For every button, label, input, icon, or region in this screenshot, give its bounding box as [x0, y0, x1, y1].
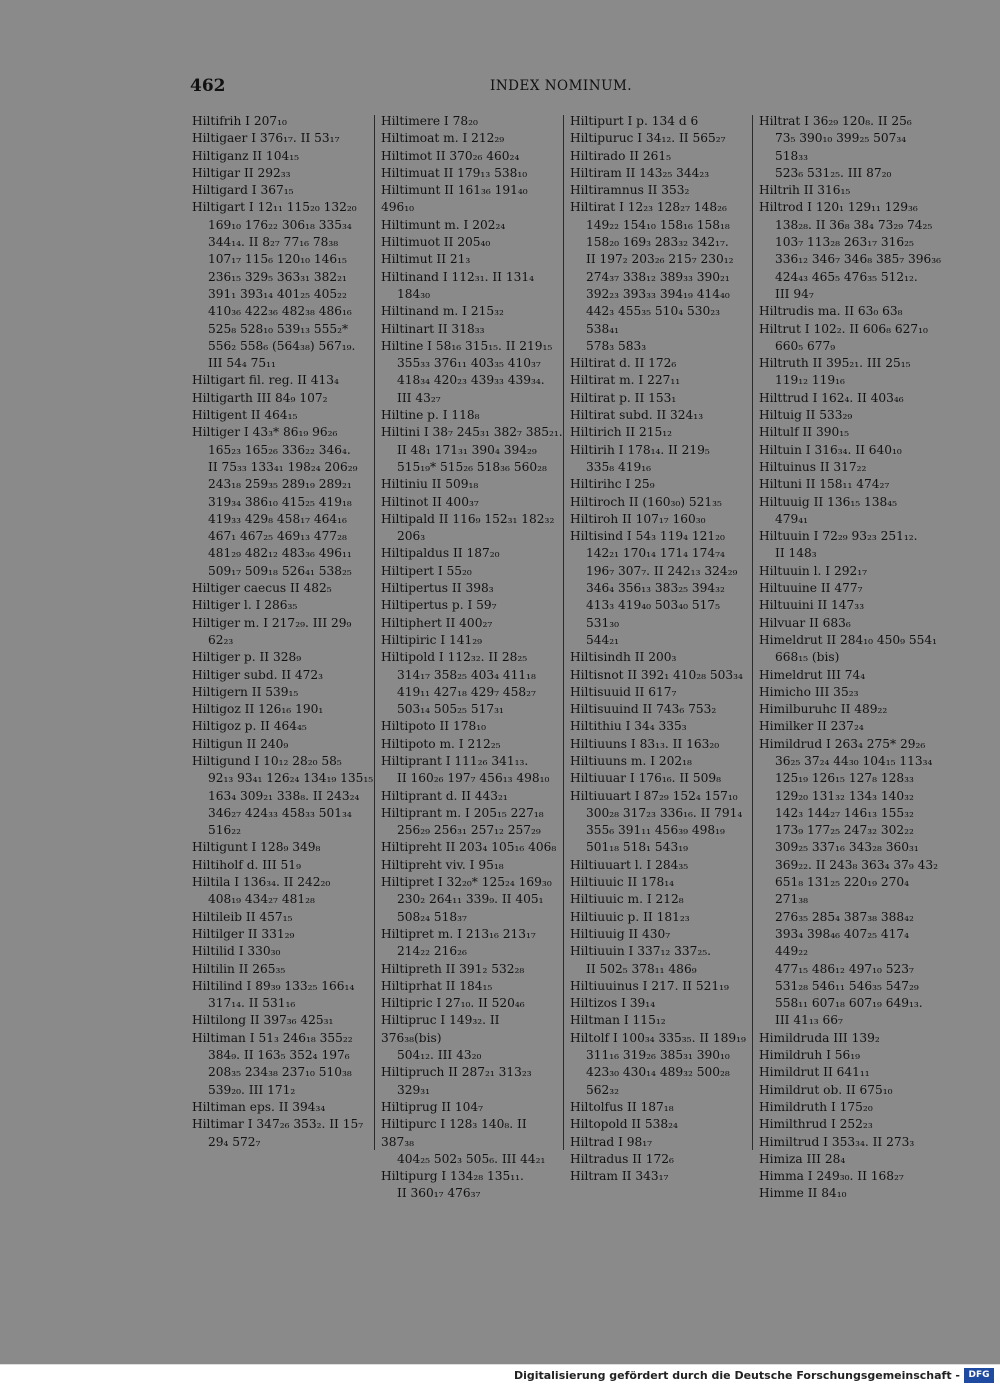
index-line: 424₄₃ 465₅ 476₃₅ 512₁₂.: [775, 269, 918, 284]
index-line: 413₃ 419₄₀ 503₄₀ 517₅ 531₃₀: [586, 598, 720, 630]
index-line: 344₁₄. II 8₂₇ 77₁₆ 78₃₈: [208, 235, 339, 250]
index-line: 319₃₄ 386₁₀ 415₂₅ 419₁₈: [208, 494, 352, 509]
index-line: 165₂₃ 165₂₆ 336₂₂ 346₄.: [208, 442, 351, 457]
index-line: Hiltigar II 292₃₃: [192, 165, 291, 180]
index-line: Hiltileib II 457₁₅: [192, 909, 293, 924]
index-line: Hiltiman I 51₃ 246₁₈ 355₂₂: [192, 1030, 353, 1045]
index-line: 346₄ 356₁₃ 383₂₅ 394₃₂: [586, 581, 725, 596]
index-line: Hiltinand m. I 215₃₂: [381, 304, 504, 319]
index-line: Hiltirat I 12₂₃ 128₂₇ 148₂₆: [570, 200, 727, 215]
index-line: II 48₁ 171₃₁ 390₄ 394₂₉: [397, 442, 537, 457]
index-line: Hiltila I 136₃₄. II 242₂₀: [192, 875, 331, 890]
index-line: 404₂₅ 502₃ 505₆. III 44₂₁: [397, 1151, 546, 1166]
index-line: 169₁₀ 176₂₂ 306₁₈ 335₃₄: [208, 217, 352, 232]
column-divider: [374, 115, 375, 1150]
index-line: 442₃ 455₃₅ 510₄ 530₂₃ 538₄₁: [586, 304, 720, 336]
index-line: Hiltisind I 54₃ 119₄ 121₂₀: [570, 529, 725, 544]
index-line: Hiltiger p. II 328₉: [192, 650, 302, 665]
index-line: Hiltiuuns I 83₁₃. II 163₂₀: [570, 736, 720, 751]
index-line: Hiltigern II 539₁₅: [192, 684, 299, 699]
index-line: Hiltigart I 12₁₁ 115₂₀ 132₂₀: [192, 200, 357, 215]
index-line: 103₇ 113₂₈ 263₁₇ 316₂₅: [775, 235, 914, 250]
index-line: 142₃ 144₂₇ 146₁₃ 155₃₂: [775, 805, 914, 820]
index-line: Himeldrut III 74₄: [759, 667, 866, 682]
index-line: 418₃₄ 420₂₃ 439₃₃ 439₃₄.: [397, 373, 545, 388]
index-column-4: [759, 113, 941, 1203]
index-line: Himildrut II 641₁₁: [759, 1065, 870, 1080]
index-line: 515₁₉* 515₂₆ 518₃₆ 560₂₈: [397, 459, 547, 474]
index-line: 531₂₈ 546₁₁ 546₃₅ 547₂₉: [775, 978, 919, 993]
index-line: Hiltiniu II 509₁₈: [381, 477, 479, 492]
index-line: Hiltilind I 89₃₉ 133₂₅ 166₁₄: [192, 978, 355, 993]
index-line: Hiltimunt m. I 202₂₄: [381, 217, 506, 232]
index-line: Hiltiuuns m. I 202₁₈: [570, 753, 692, 768]
index-line: Hiltiuuic p. II 181₂₃: [570, 909, 690, 924]
index-line: 525₈ 528₁₀ 539₁₃ 555₂*: [208, 321, 349, 336]
index-line: 562₃₂: [586, 1082, 620, 1097]
index-line: Hiltine p. I 118₈: [381, 408, 480, 423]
index-line: Hiltigent II 464₁₅: [192, 408, 298, 423]
index-line: Hilttrud I 162₄. II 403₄₆: [759, 390, 904, 405]
index-line: Hiltirat subd. II 324₁₃: [570, 408, 704, 423]
index-line: Hiltimunt II 161₃₆ 191₄₀ 496₁₀: [381, 183, 528, 215]
index-line: 317₁₄. II 531₁₆: [208, 996, 296, 1011]
index-line: 29₄ 572₇: [208, 1134, 261, 1149]
index-line: 138₂₈. II 36₈ 38₄ 73₂₉ 74₂₅: [775, 217, 933, 232]
index-line: 408₁₉ 434₂₇ 481₂₈: [208, 892, 315, 907]
index-line: 107₁₇ 115₆ 120₁₀ 146₁₅: [208, 252, 347, 267]
index-line: Hiltopold II 538₂₄: [570, 1117, 678, 1132]
index-line: Hiltipreht viv. I 95₁₈: [381, 857, 504, 872]
index-line: Hiltigarth III 84₉ 107₂: [192, 390, 328, 405]
index-line: Hiltiuuig II 430₇: [570, 926, 671, 941]
index-line: Hiltipurg I 134₂₈ 135₁₁.: [381, 1169, 524, 1184]
index-line: Hiltuuine II 477₇: [759, 581, 863, 596]
index-line: Hiltipreht II 203₄ 105₁₆ 406₈: [381, 840, 557, 855]
index-column-3: [570, 113, 752, 1185]
index-line: 329₃₁: [397, 1082, 431, 1097]
index-line: Hiltolf I 100₃₄ 335₃₅. II 189₁₉: [570, 1030, 746, 1045]
index-column-2: [381, 113, 563, 1203]
index-line: 355₃₃ 376₁₁ 403₃₅ 410₃₇: [397, 356, 541, 371]
running-title: INDEX NOMINUM.: [490, 78, 633, 94]
page-number: 462: [190, 76, 226, 96]
index-line: Hiltimoat m. I 212₂₉: [381, 131, 505, 146]
index-line: 142₂₁ 170₁₄ 171₄ 174₇₄: [586, 546, 725, 561]
index-line: Hiltiuuic II 178₁₄: [570, 875, 675, 890]
index-line: Hiltirat m. I 227₁₁: [570, 373, 681, 388]
index-line: III 43₂₇: [397, 390, 441, 405]
index-line: Hiltipret I 32₂₀* 125₂₄ 169₃₀: [381, 875, 552, 890]
page-header: [190, 76, 750, 102]
index-line: 309₂₅ 337₁₆ 343₂₈ 360₃₁: [775, 840, 919, 855]
index-line: Hiltuuin l. I 292₁₇: [759, 563, 868, 578]
index-line: Hiltinot II 400₃₇: [381, 494, 479, 509]
index-line: Hiltipaldus II 187₂₀: [381, 546, 500, 561]
index-line: Hiltipurt I p. 134 d 6: [570, 114, 699, 128]
index-line: Himilker II 237₂₄: [759, 719, 864, 734]
index-line: Himiltrud I 353₃₄. II 273₃: [759, 1134, 915, 1149]
index-line: 92₁₃ 93₄₁ 126₂₄ 134₁₉ 135₁₅: [208, 771, 374, 786]
index-line: Hiltiram II 143₂₅ 344₂₃: [570, 165, 710, 180]
index-line: 503₁₄ 505₂₅ 517₃₁: [397, 702, 504, 717]
index-line: Hiltipuruc I 34₁₂. II 565₂₇: [570, 131, 726, 146]
index-line: Hiltigund I 10₁₂ 28₂₀ 58₅: [192, 753, 342, 768]
index-line: Hiltine I 58₁₆ 315₁₅. II 219₁₅: [381, 338, 553, 353]
index-line: Hiltrudis ma. II 63₀ 63₈: [759, 304, 903, 319]
index-line: 119₁₂ 119₁₆: [775, 373, 845, 388]
index-line: 523₆ 531₂₅. III 87₂₀: [775, 165, 892, 180]
index-line: 158₂₀ 169₃ 283₃₂ 342₁₇.: [586, 235, 729, 250]
index-line: 423₃₀ 430₁₄ 489₃₂ 500₂₈: [586, 1065, 730, 1080]
index-line: Hiltilong II 397₃₆ 425₃₁: [192, 1013, 334, 1028]
index-line: 163₄ 309₂₁ 338₈. II 243₂₄: [208, 788, 360, 803]
index-line: Hiltimot II 370₂₆ 460₂₄: [381, 148, 520, 163]
index-line: Hilvuar II 683₆: [759, 615, 851, 630]
index-line: Hiltimut II 21₃: [381, 252, 471, 267]
index-line: Hiltrod I 120₁ 129₁₁ 129₃₆: [759, 200, 918, 215]
index-line: 392₂₃ 393₃₃ 394₁₉ 414₄₀: [586, 286, 730, 301]
index-line: 419₃₃ 429₈ 458₁₇ 464₁₆: [208, 511, 347, 526]
index-line: 556₂ 558₆ (564₃₈) 567₁₉.: [208, 338, 356, 353]
index-line: Hiltiger subd. II 472₃: [192, 667, 324, 682]
index-line: Hiltiuuart l. I 284₃₅: [570, 857, 689, 872]
index-line: Hiltilid I 330₃₀: [192, 944, 281, 959]
index-line: III 41₁₃ 66₇: [775, 1013, 843, 1028]
index-line: Hiltigart fil. reg. II 413₄: [192, 373, 339, 388]
index-line: 336₁₂ 346₇ 346₈ 385₇ 396₃₆: [775, 252, 942, 267]
index-line: 355₆ 391₁₁ 456₃₉ 498₁₉: [586, 823, 725, 838]
index-line: Hiltisindh II 200₃: [570, 650, 677, 665]
index-line: III 94₇: [775, 286, 814, 301]
index-line: 393₄ 398₄₆ 407₂₅ 417₄ 449₂₂: [775, 926, 909, 959]
index-line: Hiltrat I 36₂₉ 120₈. II 25₆: [759, 114, 912, 128]
index-line: Himildrut ob. II 675₁₀: [759, 1082, 893, 1097]
index-line: Himeldrut II 284₁₀ 450₉ 554₁: [759, 632, 938, 647]
index-line: Hiltirich II 215₁₂: [570, 425, 673, 440]
index-line: Hiltirihc I 25₉: [570, 477, 655, 492]
index-line: 208₃₅ 234₃₈ 237₁₀ 510₃₈: [208, 1065, 352, 1080]
index-line: Hiltigunt I 128₉ 349₈: [192, 840, 321, 855]
index-line: Hiltrut I 102₂. II 606₈ 627₁₀: [759, 321, 928, 336]
index-line: 214₂₂ 216₂₆: [397, 944, 467, 959]
index-line: 256₂₉ 256₃₁ 257₁₂ 257₂₉: [397, 823, 541, 838]
index-line: 660₅ 677₉: [775, 338, 836, 353]
column-divider: [752, 115, 753, 1150]
index-line: 206₃: [397, 529, 426, 544]
index-line: Hiltigard I 367₁₅: [192, 183, 294, 198]
index-line: 173₉ 177₂₅ 247₃₂ 302₂₂: [775, 823, 914, 838]
index-line: II 502₅ 378₁₁ 486₉: [586, 961, 697, 976]
index-line: Hiltiroch II (160₃₀) 521₃₅: [570, 494, 722, 509]
index-line: Hiltipertus II 398₃: [381, 581, 494, 596]
index-line: Hiltipreth II 391₂ 532₂₈: [381, 961, 525, 976]
index-line: II 75₃₃ 133₄₁ 198₂₄ 206₂₉: [208, 459, 358, 474]
index-line: Hiltram II 343₁₇: [570, 1169, 669, 1184]
index-line: 481₂₉ 482₁₂ 483₃₆ 496₁₁: [208, 546, 352, 561]
index-line: Hiltrih II 316₁₅: [759, 183, 851, 198]
index-line: Hiltiholf d. III 51₉: [192, 857, 301, 872]
index-line: Hiltiuuic m. I 212₈: [570, 892, 684, 907]
index-line: 544₂₁: [586, 632, 620, 647]
index-line: III 54₄ 75₁₁: [208, 356, 276, 371]
index-line: Hiltigoz p. II 464₄₅: [192, 719, 307, 734]
index-line: Hiltipald II 116₉ 152₃₁ 182₃₂: [381, 511, 555, 526]
footer-credit: Digitalisierung gefördert durch die Deutsche Forschungsgemeinschaft -: [513, 1369, 960, 1382]
dfg-logo[interactable]: DFG: [964, 1368, 994, 1383]
index-line: Hiltiger m. I 217₂₉. III 29₉: [192, 615, 352, 630]
index-line: Hiltiphert II 400₂₇: [381, 615, 493, 630]
index-line: Hiltrad I 98₁₇: [570, 1134, 653, 1149]
index-line: 36₂₅ 37₂₄ 44₃₀ 104₁₅ 113₃₄: [775, 753, 933, 768]
index-line: Himicho III 35₂₃: [759, 684, 859, 699]
index-line: 508₂₄ 518₃₇: [397, 909, 467, 924]
index-line: 73₅ 390₁₀ 399₂₅ 507₃₄ 518₃₃: [775, 131, 907, 163]
index-line: Hiltisuuind II 743₆ 753₂: [570, 702, 717, 717]
index-line: 335₈ 419₁₆: [586, 459, 652, 474]
index-line: Hiltirih I 178₁₄. II 219₅: [570, 442, 710, 457]
index-line: Hiltipiric I 141₂₉: [381, 632, 483, 647]
index-line: Hiltiuuart I 87₂₉ 152₄ 157₁₀: [570, 788, 738, 803]
index-line: Hiltithiu I 34₄ 335₃: [570, 719, 687, 734]
index-line: Hiltipruc I 149₃₂. II 376₃₈(bis): [381, 1013, 500, 1045]
index-line: 314₁₇ 358₂₅ 403₄ 411₁₈: [397, 667, 536, 682]
index-line: 477₁₅ 486₁₂ 497₁₀ 523₇: [775, 961, 914, 976]
index-line: 479₄₁: [775, 511, 809, 526]
index-line: Hiltiprant I 111₂₆ 341₁₃.: [381, 753, 529, 768]
index-column-1: [192, 113, 374, 1151]
footer-bar: [0, 1364, 1000, 1387]
index-line: Hiltuuin I 72₂₉ 93₂₃ 251₁₂.: [759, 529, 918, 544]
index-line: II 360₁₇ 476₃₇: [397, 1186, 481, 1201]
index-line: 501₁₈ 518₁ 543₁₉: [586, 840, 688, 855]
index-line: Hiltipric I 27₁₀. II 520₄₆: [381, 996, 525, 1011]
index-line: 300₂₈ 317₂₃ 336₁₆. II 791₄: [586, 805, 743, 820]
index-line: Hiltiuuar I 176₁₆. II 509₈: [570, 771, 722, 786]
index-line: Hiltruth II 395₂₁. III 25₁₅: [759, 356, 911, 371]
index-line: Himiza III 28₄: [759, 1151, 846, 1166]
index-line: Hiltigun II 240₉: [192, 736, 289, 751]
index-line: Hiltiramnus II 353₂: [570, 183, 690, 198]
index-line: Hiltiuuin I 337₁₂ 337₂₅.: [570, 944, 712, 959]
index-line: 274₃₇ 338₁₂ 389₃₃ 390₂₁: [586, 269, 730, 284]
index-line: Hiltilin II 265₃₅: [192, 961, 286, 976]
index-line: II 197₂ 203₂₆ 215₇ 230₁₂: [586, 252, 734, 267]
index-line: Hiltimuat II 179₁₃ 538₁₀: [381, 165, 528, 180]
index-line: Hiltman I 115₁₂: [570, 1013, 666, 1028]
index-line: Hiltipoto II 178₁₀: [381, 719, 487, 734]
index-line: Hiltilger II 331₂₉: [192, 926, 295, 941]
index-line: Himilburuhc II 489₂₂: [759, 702, 888, 717]
index-line: Hiltiuuinus I 217. II 521₁₉: [570, 978, 729, 993]
index-line: Hiltiprant m. I 205₁₅ 227₁₈: [381, 805, 544, 820]
index-line: Hiltuuig II 136₁₅ 138₄₅: [759, 494, 898, 509]
index-line: Hiltradus II 172₆: [570, 1151, 674, 1166]
index-line: 384₉. II 163₅ 352₄ 197₆: [208, 1048, 350, 1063]
index-line: 369₂₂. II 243₈ 363₄ 37₉ 43₂: [775, 857, 938, 872]
index-line: II 160₂₆ 197₇ 456₁₃ 498₁₀: [397, 771, 550, 786]
index-line: Hiltifrih I 207₁₀: [192, 114, 287, 128]
index-line: Hiltuinus II 317₂₂: [759, 459, 867, 474]
index-line: Hiltisuuid II 617₇: [570, 684, 677, 699]
index-line: Hiltolfus II 187₁₈: [570, 1099, 674, 1114]
index-line: Hiltipert I 55₂₀: [381, 563, 472, 578]
index-line: 276₃₅ 285₄ 387₃₈ 388₄₂: [775, 909, 914, 924]
index-line: 467₁ 467₂₅ 469₁₃ 477₂₈: [208, 529, 347, 544]
index-line: 651₈ 131₂₅ 220₁₉ 270₄ 271₃₈: [775, 875, 909, 907]
index-line: Hiltirat p. II 153₁: [570, 390, 677, 405]
index-line: 391₁ 393₁₄ 401₂₅ 405₂₂: [208, 286, 347, 301]
index-line: 230₂ 264₁₁ 339₉. II 405₁: [397, 892, 544, 907]
index-line: 558₁₁ 607₁₈ 607₁₉ 649₁₃.: [775, 996, 923, 1011]
index-line: 196₇ 307₇. II 242₁₃ 324₂₉: [586, 563, 738, 578]
index-line: 504₁₂. III 43₂₀: [397, 1048, 482, 1063]
index-line: Hiltizos I 39₁₄: [570, 996, 656, 1011]
index-line: Hiltiger caecus II 482₅: [192, 581, 332, 596]
index-line: 236₁₅ 329₅ 363₃₁ 382₂₁: [208, 269, 347, 284]
index-line: Hiltipold I 112₃₂. II 28₂₅: [381, 650, 528, 665]
index-line: 346₂₇ 424₃₃ 458₃₃ 501₃₄: [208, 805, 352, 820]
index-line: Hiltimuot II 205₄₀: [381, 235, 491, 250]
index-line: Himildruh I 56₁₉: [759, 1048, 861, 1063]
index-line: Hiltuig II 533₂₉: [759, 408, 853, 423]
index-line: Hiltiroh II 107₁₇ 160₃₀: [570, 511, 706, 526]
index-line: Hiltuin I 316₃₄. II 640₁₀: [759, 442, 902, 457]
index-line: Hiltuuini II 147₃₃: [759, 598, 865, 613]
index-line: Hiltinand I 112₃₁. II 131₄: [381, 269, 534, 284]
index-line: 62₂₃: [208, 632, 234, 647]
index-line: 243₁₈ 259₃₅ 289₁₉ 289₂₁: [208, 477, 352, 492]
index-line: Himildruda III 139₂: [759, 1030, 880, 1045]
index-line: Hiltipoto m. I 212₂₅: [381, 736, 501, 751]
index-line: Hiltiganz II 104₁₅: [192, 148, 299, 163]
index-line: Hiltimere I 78₂₀: [381, 114, 478, 128]
index-line: Hiltini I 38₇ 245₃₁ 382₇ 385₂₁.: [381, 425, 563, 440]
index-line: Himme II 84₁₀: [759, 1186, 847, 1201]
index-line: Hiltiman eps. II 394₃₄: [192, 1099, 326, 1114]
column-divider: [563, 115, 564, 1150]
index-line: Hiltinart II 318₃₃: [381, 321, 485, 336]
index-line: Hiltipurc I 128₃ 140₈. II 387₃₈: [381, 1117, 527, 1149]
index-line: Himildrud I 263₄ 275* 29₂₆: [759, 736, 926, 751]
index-line: 668₁₅ (bis): [775, 650, 840, 665]
index-line: 539₂₀. III 171₂: [208, 1082, 296, 1097]
index-line: Hiltigaer I 376₁₇. II 53₁₇: [192, 131, 340, 146]
index-line: Himma I 249₃₀. II 168₂₇: [759, 1169, 904, 1184]
index-line: 419₁₁ 427₁₈ 429₇ 458₂₇: [397, 684, 536, 699]
index-line: Himildruth I 175₂₀: [759, 1099, 873, 1114]
index-line: Hiltigoz II 126₁₆ 190₁: [192, 702, 324, 717]
index-line: Hiltiprug II 104₇: [381, 1099, 484, 1114]
index-line: Hiltirat d. II 172₆: [570, 356, 677, 371]
index-line: 129₂₀ 131₃₂ 134₃ 140₃₂: [775, 788, 914, 803]
index-line: Hiltipruch II 287₂₁ 313₂₃: [381, 1065, 532, 1080]
index-line: Hiltirado II 261₅: [570, 148, 671, 163]
index-line: 410₃₆ 422₃₆ 482₃₈ 486₁₆: [208, 304, 352, 319]
index-line: 125₁₉ 126₁₅ 127₈ 128₃₃: [775, 771, 914, 786]
index-line: Himilthrud I 252₂₃: [759, 1117, 873, 1132]
index-line: 184₃₀: [397, 286, 431, 301]
index-line: Hiltulf II 390₁₅: [759, 425, 849, 440]
index-line: Hiltuni II 158₁₁ 474₂₇: [759, 477, 890, 492]
index-line: Hiltipertus p. I 59₇: [381, 598, 497, 613]
index-line: Hiltimar I 347₂₆ 353₂. II 15₇: [192, 1117, 364, 1132]
index-line: Hiltisnot II 392₁ 410₂₈ 503₃₄: [570, 667, 743, 682]
index-line: 509₁₇ 509₁₈ 526₄₁ 538₂₅: [208, 563, 352, 578]
index-line: Hiltiprant d. II 443₂₁: [381, 788, 508, 803]
index-line: Hiltiprhat II 184₁₅: [381, 978, 493, 993]
index-line: 578₃ 583₃: [586, 338, 647, 353]
index-line: Hiltiger I 43₃* 86₁₉ 96₂₆: [192, 425, 338, 440]
index-line: 311₁₆ 319₂₆ 385₃₁ 390₁₀: [586, 1048, 730, 1063]
index-line: Hiltiger l. I 286₃₅: [192, 598, 298, 613]
index-line: II 148₃: [775, 546, 817, 561]
index-line: Hiltipret m. I 213₁₆ 213₁₇: [381, 926, 536, 941]
index-line: 516₂₂: [208, 823, 242, 838]
index-line: 149₂₂ 154₁₀ 158₁₆ 158₁₈: [586, 217, 730, 232]
